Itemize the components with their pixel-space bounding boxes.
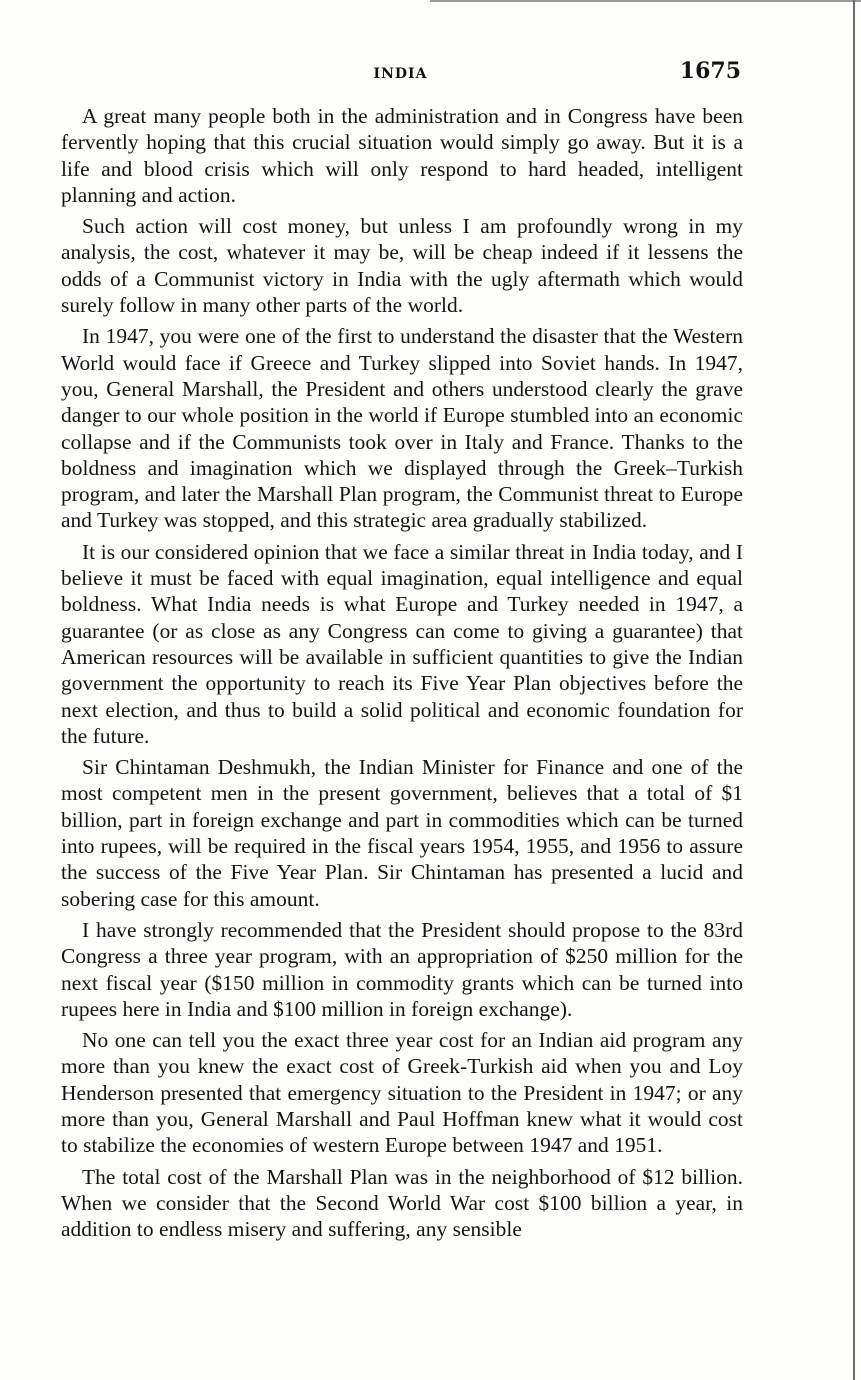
running-header xyxy=(60,58,741,88)
page-number: 1675 xyxy=(679,58,741,84)
paragraph: I have strongly recommended that the President should propose to the 83rd Congress a three year program, with an appropriation of $250 million for the next fiscal year ($150 million in commodity grants which can be turned into rupees here in India and $100 million in foreign exchange). xyxy=(61,917,743,1021)
running-title: INDIA xyxy=(373,66,428,82)
body-text xyxy=(61,103,743,1247)
page-edge-right xyxy=(853,0,855,1380)
paragraph: It is our considered opinion that we face a similar threat in India today, and I believe it must be faced with equal imagination, equal intelligence and equal boldness. What India needs is what Europe and Turkey needed in 1947, a guarantee (or as close as any Congress can come to giving a guarantee) that American resources will be available in sufficient quantities to give the Indian government the opportunity to reach its Five Year Plan objectives before the next election, and thus to build a solid political and economic foundation for the future. xyxy=(61,539,743,748)
page-edge-top xyxy=(430,0,861,2)
paragraph: Such action will cost money, but unless I am profoundly wrong in my analysis, the cost, whatever it may be, will be cheap indeed if it lessens the odds of a Communist victory in India with the ugly aftermath which would surely follow in many other parts of the world. xyxy=(61,214,743,318)
paragraph: The total cost of the Marshall Plan was in the neighborhood of $12 billion. When we consider that the Second World War cost $100 billion a year, in addition to endless misery and suffering, any sensible xyxy=(61,1164,743,1242)
paragraph: A great many people both in the administration and in Congress have been fervently hoping that this crucial situation would simply go away. But it is a life and blood crisis which will only respond to hard headed, intelligent planning and action. xyxy=(61,104,743,207)
paragraph: In 1947, you were one of the first to understand the disaster that the Western World would face if Greece and Turkey slipped into Soviet hands. In 1947, you, General Marshall, the President and others understood clearly the grave danger to our whole position in the world if Europe stumbled into an economic collapse and if the Communists took over in Italy and France. Thanks to the boldness and imagination which we displayed through the Greek–Turkish program, and later the Marshall Plan program, the Communist threat to Europe and Turkey was stopped, and this strategic area gradually stabilized. xyxy=(61,324,743,533)
paragraph: No one can tell you the exact three year cost for an Indian aid program any more than you knew the exact cost of Greek-Turkish aid when you and Loy Henderson presented that emergency situation to the President in 1947; or any more than you, General Marshall and Paul Hoffman knew what it would cost to stabilize the economies of western Europe between 1947 and 1951. xyxy=(61,1028,743,1158)
paragraph: Sir Chintaman Deshmukh, the Indian Minister for Finance and one of the most competent men in the present government, believes that a total of $1 billion, part in foreign exchange and part in commodities which can be turned into rupees, will be required in the fiscal years 1954, 1955, and 1956 to assure the success of the Five Year Plan. Sir Chintaman has presented a lucid and sobering case for this amount. xyxy=(61,755,743,911)
